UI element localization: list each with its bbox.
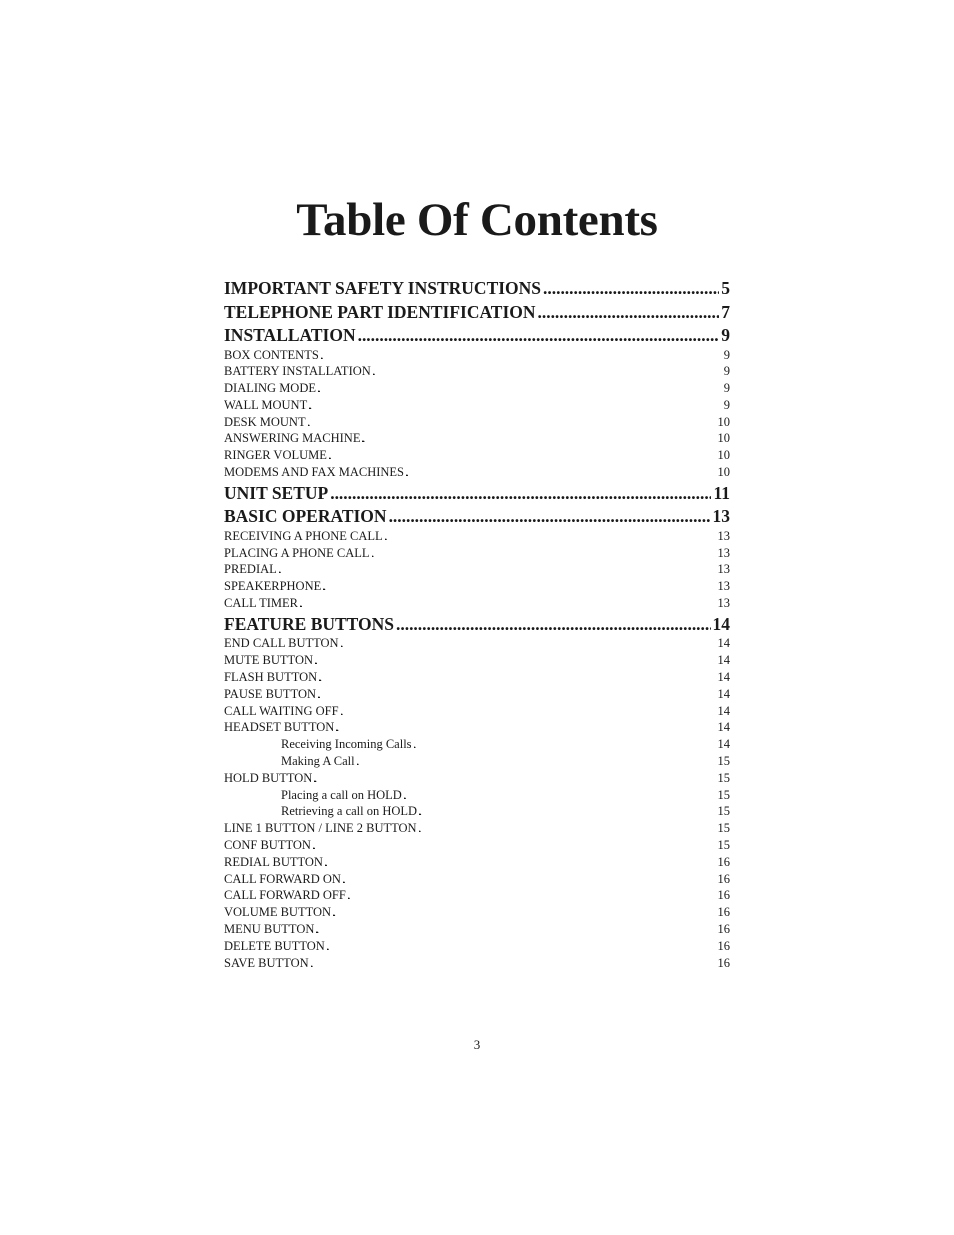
toc-entry-label: RECEIVING A PHONE CALL [224, 528, 383, 543]
dot-leader [279, 561, 716, 579]
toc-entry-page: 10 [717, 431, 730, 446]
toc-entry-page: 15 [717, 753, 730, 768]
toc-entry-label: ANSWERING MACHINE [224, 431, 361, 446]
toc-entry [224, 447, 730, 464]
dot-leader [336, 719, 715, 737]
dot-leader [329, 447, 716, 465]
toc-entry-page: 13 [717, 562, 730, 577]
toc-entry-page: 14 [712, 613, 730, 634]
dot-leader [404, 787, 716, 805]
toc-entry [224, 578, 730, 595]
toc-entry-page: 13 [717, 596, 730, 611]
toc-entry-page: 9 [723, 364, 730, 379]
toc-entry-label: REDIAL BUTTON [224, 854, 323, 869]
dot-leader [357, 753, 716, 771]
toc-entry-label: CALL TIMER [224, 596, 298, 611]
dot-leader [348, 887, 716, 905]
toc-entry [224, 635, 730, 652]
dot-leader [414, 736, 716, 754]
dot-leader [300, 595, 716, 613]
dot-leader [362, 430, 715, 448]
toc-subentry [224, 803, 730, 820]
toc-entry-page: 9 [723, 381, 730, 396]
dot-leader [314, 770, 715, 788]
toc-entry-page: 16 [717, 854, 730, 869]
toc-entry-page: 14 [717, 703, 730, 718]
toc-entry [224, 545, 730, 562]
dot-leader [323, 578, 715, 596]
dot-leader [373, 363, 722, 381]
toc-entry-page: 14 [717, 737, 730, 752]
toc-entry-label: HOLD BUTTON [224, 770, 313, 785]
toc-entry-label: PREDIAL [224, 562, 277, 577]
toc-entry-page: 9 [721, 325, 730, 345]
toc-entry-label: MENU BUTTON [224, 921, 315, 936]
dot-leader [358, 324, 720, 347]
toc-entry-label: HEADSET BUTTON [224, 720, 335, 735]
toc-entry-page: 16 [717, 938, 730, 953]
toc-entry [224, 528, 730, 545]
dot-leader [333, 904, 715, 922]
toc-section-entry [224, 301, 730, 324]
toc-entry-label: LINE 1 BUTTON / LINE 2 BUTTON [224, 821, 417, 836]
toc-entry [224, 595, 730, 612]
toc-subentry [224, 736, 730, 753]
toc-entry-page: 10 [717, 448, 730, 463]
dot-leader [311, 955, 716, 973]
toc-entry-label: MUTE BUTTON [224, 653, 314, 668]
toc-entry-label: IMPORTANT SAFETY INSTRUCTIONS [224, 278, 542, 298]
toc-entry-label: INSTALLATION [224, 325, 356, 345]
toc-entry [224, 347, 730, 364]
dot-leader [538, 301, 720, 324]
toc-entry-label: TELEPHONE PART IDENTIFICATION [224, 301, 536, 322]
toc-entry [224, 854, 730, 871]
toc-entry-label: BATTERY INSTALLATION [224, 364, 371, 379]
toc-entry [224, 837, 730, 854]
toc-entry-page: 15 [717, 770, 730, 785]
toc-entry-label: VOLUME BUTTON [224, 905, 332, 920]
dot-leader [318, 686, 715, 704]
toc-subentry [224, 753, 730, 770]
toc-entry-page: 14 [717, 669, 730, 684]
toc-entry-page: 16 [717, 905, 730, 920]
dot-leader [372, 545, 716, 563]
toc-entry-page: 11 [713, 482, 730, 503]
dot-leader [327, 938, 716, 956]
dot-leader [313, 837, 716, 855]
toc-entry-page: 15 [717, 787, 730, 802]
toc-entry [224, 669, 730, 686]
toc-entry-page: 16 [717, 871, 730, 886]
toc-entry-label: CALL FORWARD ON [224, 871, 341, 886]
toc-entry-label: FLASH BUTTON [224, 669, 318, 684]
dot-leader [319, 669, 715, 687]
toc-entry-page: 16 [717, 888, 730, 903]
toc-entry-page: 9 [723, 397, 730, 412]
toc-entry-page: 10 [717, 414, 730, 429]
toc-entry-page: 15 [717, 837, 730, 852]
toc-entry-label: Making A Call [281, 753, 355, 768]
toc-entry-label: CONF BUTTON [224, 837, 311, 852]
dot-leader [341, 703, 716, 721]
toc-entry [224, 430, 730, 447]
toc-entry-label: MODEMS AND FAX MACHINES [224, 465, 404, 480]
toc-entry-label: Placing a call on HOLD [281, 787, 402, 802]
toc-entry [224, 652, 730, 669]
toc-entry [224, 887, 730, 904]
toc-entry-label: Retrieving a call on HOLD [281, 804, 418, 819]
toc-entry [224, 561, 730, 578]
toc-entry-label: FEATURE BUTTONS [224, 613, 395, 634]
toc-entry [224, 820, 730, 837]
toc-entry [224, 363, 730, 380]
toc-entry-label: END CALL BUTTON [224, 636, 339, 651]
toc-entry [224, 904, 730, 921]
dot-leader [396, 613, 710, 636]
page-number: 3 [473, 1037, 481, 1052]
toc-entry-page: 5 [721, 278, 730, 298]
dot-leader [330, 482, 711, 505]
toc-entry [224, 464, 730, 481]
toc-entry-label: UNIT SETUP [224, 482, 329, 503]
dot-leader [543, 277, 719, 300]
toc-entry-page: 15 [717, 821, 730, 836]
toc-subentry [224, 787, 730, 804]
toc-entry [224, 938, 730, 955]
dot-leader [308, 414, 716, 432]
toc-entry [224, 397, 730, 414]
toc-entry-page: 14 [717, 720, 730, 735]
toc-entry-label: RINGER VOLUME [224, 448, 327, 463]
toc-entry-label: SAVE BUTTON [224, 955, 309, 970]
table-of-contents [224, 277, 730, 971]
toc-entry [224, 955, 730, 972]
toc-entry [224, 921, 730, 938]
toc-section-entry [224, 505, 730, 528]
toc-entry [224, 871, 730, 888]
toc-entry-label: BASIC OPERATION [224, 506, 387, 527]
dot-leader [385, 528, 716, 546]
toc-entry-page: 15 [717, 804, 730, 819]
toc-entry-page: 10 [717, 465, 730, 480]
toc-entry [224, 719, 730, 736]
dot-leader [315, 652, 715, 670]
toc-entry-label: DESK MOUNT [224, 414, 306, 429]
toc-entry-label: Receiving Incoming Calls [281, 737, 412, 752]
dot-leader [406, 464, 716, 482]
toc-section-entry [224, 613, 730, 636]
dot-leader [321, 347, 722, 365]
toc-section-entry [224, 482, 730, 505]
dot-leader [389, 505, 711, 528]
toc-entry-page: 13 [717, 545, 730, 560]
toc-entry-label: CALL WAITING OFF [224, 703, 339, 718]
toc-entry-label: CALL FORWARD OFF [224, 888, 346, 903]
toc-entry-page: 16 [717, 921, 730, 936]
dot-leader [419, 820, 716, 838]
toc-entry-page: 13 [717, 528, 730, 543]
toc-entry-label: SPEAKERPHONE [224, 579, 322, 594]
toc-entry-label: PAUSE BUTTON [224, 686, 317, 701]
toc-entry [224, 414, 730, 431]
dot-leader [343, 871, 716, 889]
toc-entry-page: 14 [717, 653, 730, 668]
toc-entry [224, 703, 730, 720]
toc-entry-page: 9 [723, 347, 730, 362]
toc-entry-page: 14 [717, 636, 730, 651]
toc-entry-page: 13 [712, 506, 730, 527]
dot-leader [341, 635, 716, 653]
toc-entry-page: 14 [717, 686, 730, 701]
dot-leader [309, 397, 722, 415]
toc-entry-page: 16 [717, 955, 730, 970]
toc-section-entry [224, 324, 730, 347]
toc-section-entry [224, 277, 730, 300]
toc-entry [224, 770, 730, 787]
dot-leader [325, 854, 716, 872]
toc-entry-label: PLACING A PHONE CALL [224, 545, 370, 560]
dot-leader [419, 803, 715, 821]
toc-entry-page: 13 [717, 579, 730, 594]
page-title: Table Of Contents [296, 194, 658, 246]
toc-entry-label: DIALING MODE [224, 381, 316, 396]
toc-entry-label: BOX CONTENTS [224, 347, 319, 362]
toc-entry-label: WALL MOUNT [224, 397, 308, 412]
toc-entry-page: 7 [721, 301, 730, 322]
toc-entry [224, 380, 730, 397]
toc-entry-label: DELETE BUTTON [224, 938, 325, 953]
dot-leader [318, 380, 722, 398]
dot-leader [316, 921, 715, 939]
toc-entry [224, 686, 730, 703]
